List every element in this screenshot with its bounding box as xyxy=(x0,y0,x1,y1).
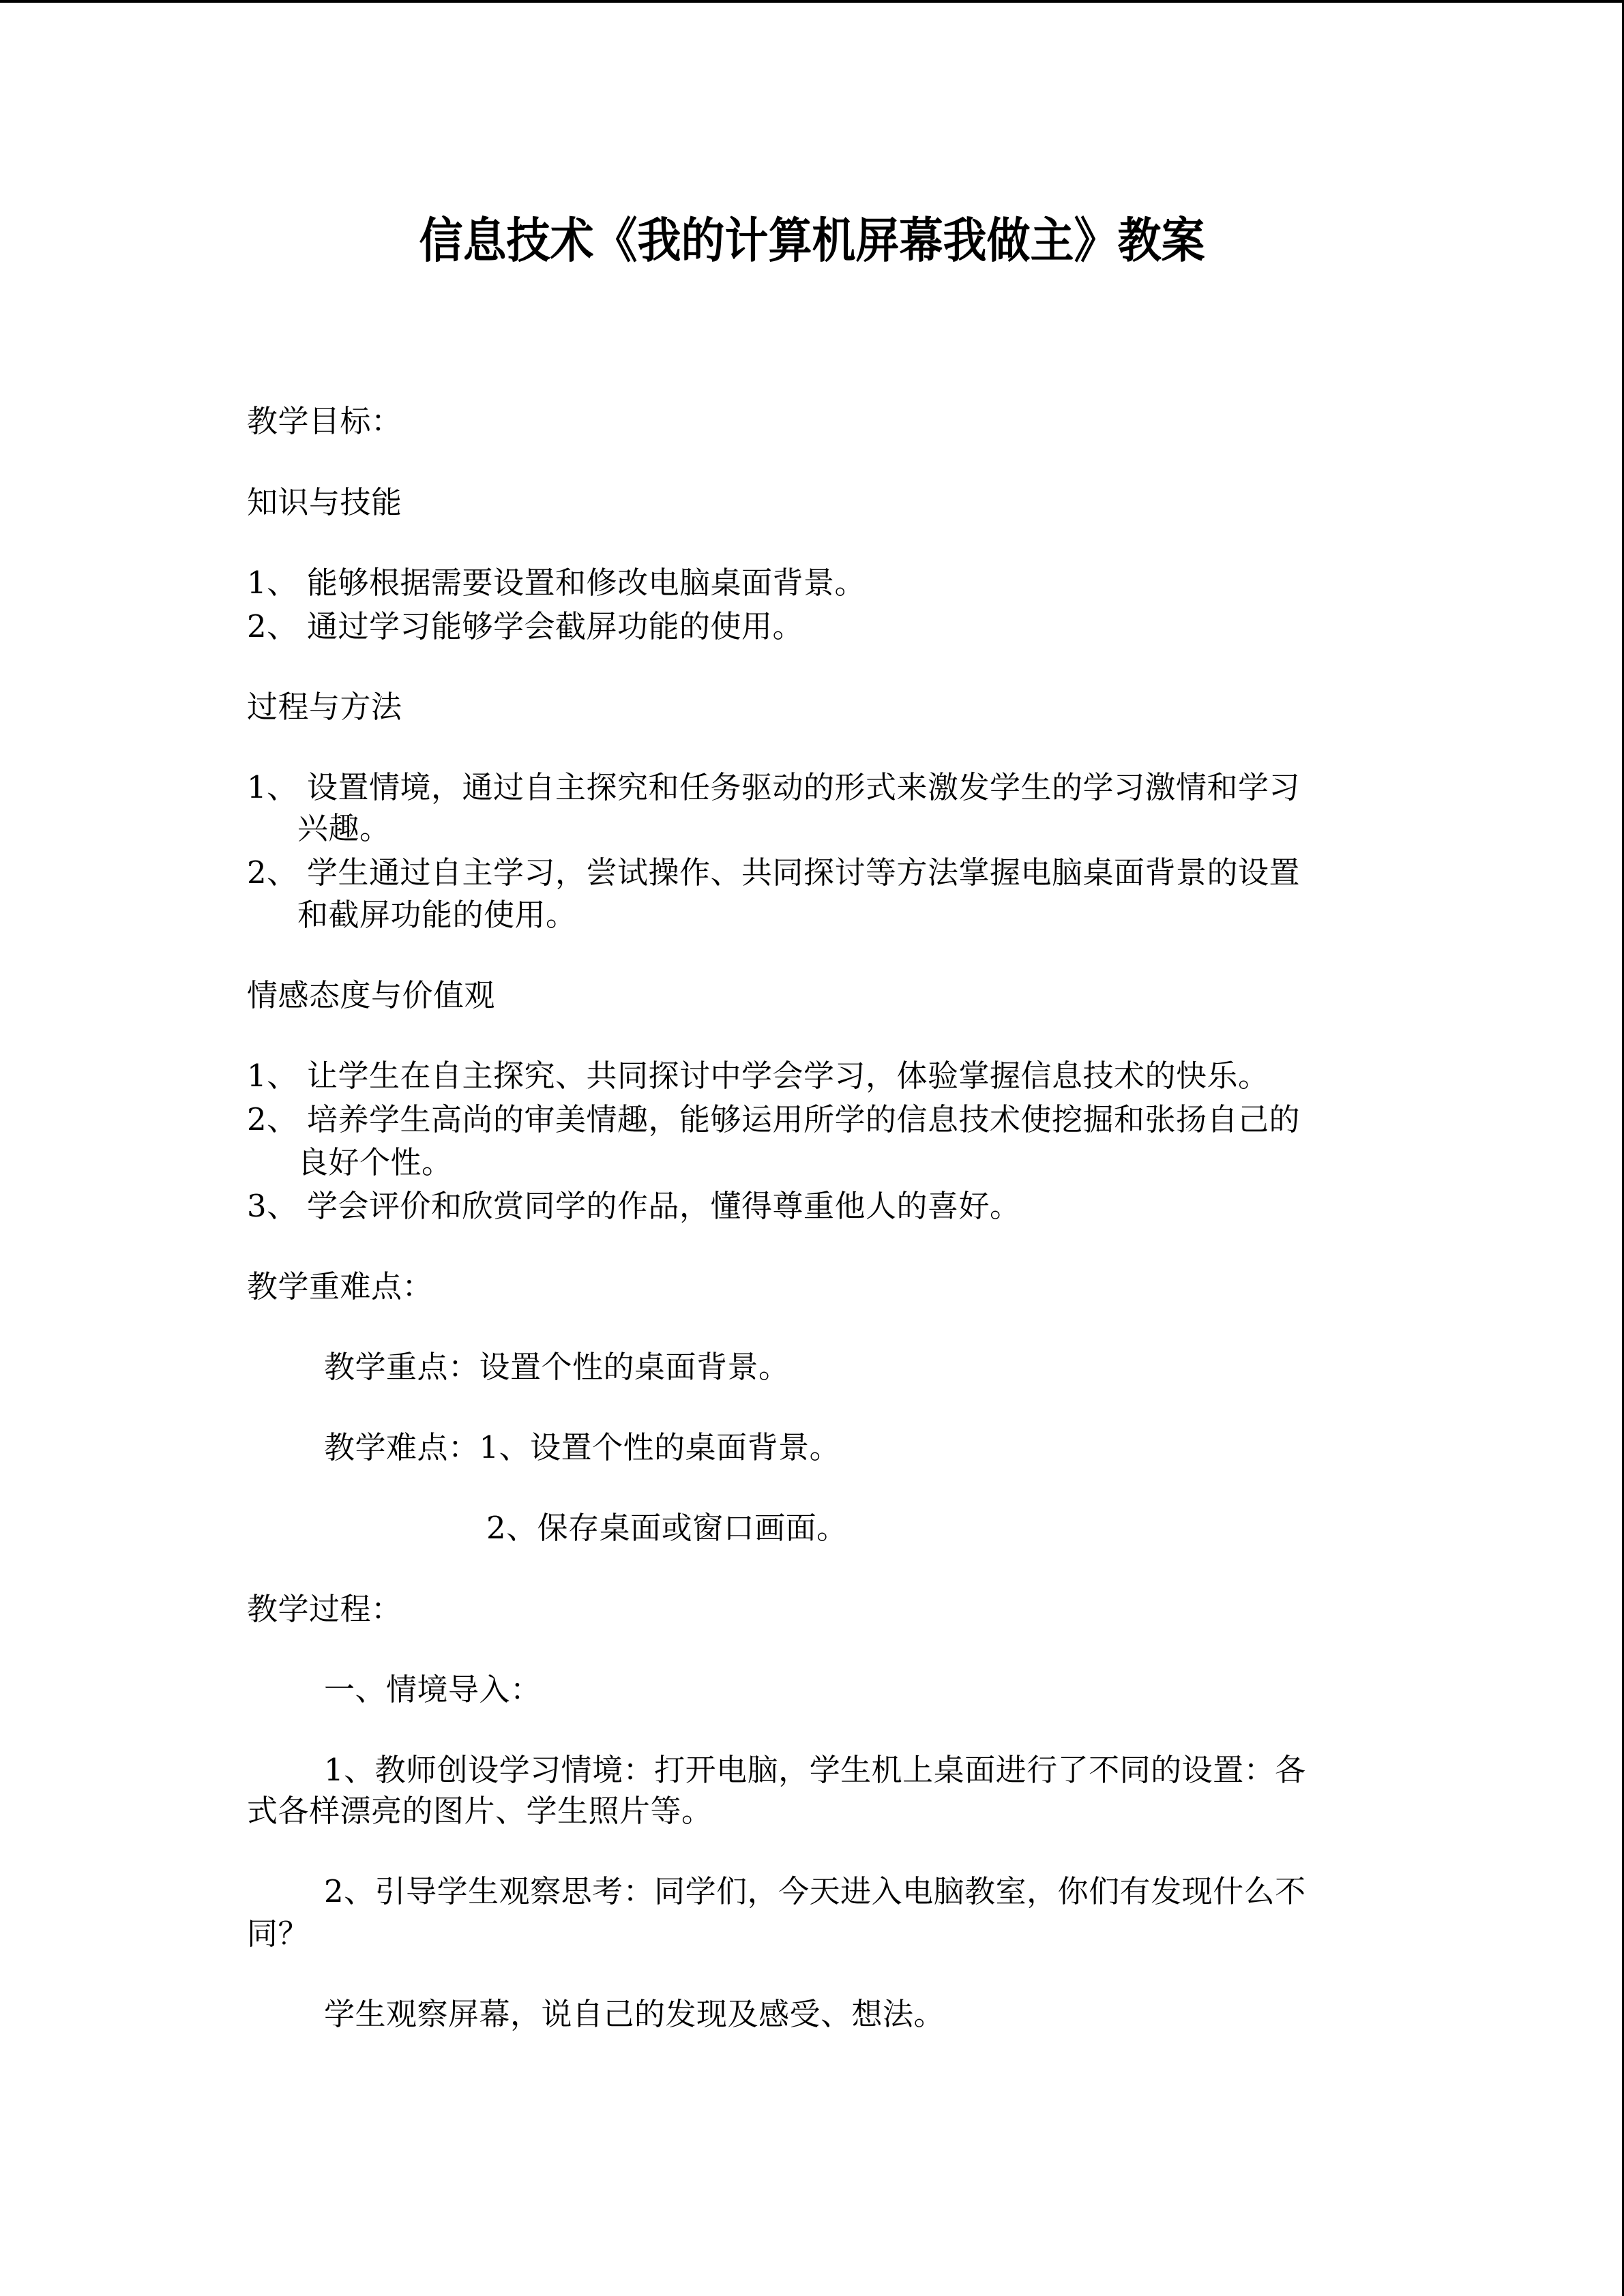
intro-step-2-continuation: 同？ xyxy=(247,1915,310,1952)
list-item-text: 学会评价和欣赏同学的作品，懂得尊重他人的喜好。 xyxy=(307,1188,1021,1224)
emotion-item-3 xyxy=(247,1187,1021,1225)
top-border-divider xyxy=(0,0,1624,3)
knowledge-item-1 xyxy=(247,564,866,602)
intro-step-2: 2、引导学生观察思考：同学们，今天进入电脑教室，你们有发现什么不 xyxy=(324,1873,1306,1909)
list-item-text: 通过学习能够学会截屏功能的使用。 xyxy=(307,608,804,644)
objectives-heading: 教学目标： xyxy=(247,403,402,439)
process-item-1 xyxy=(247,769,1300,807)
teaching-difficulty-2: 2、保存桌面或窗口画面。 xyxy=(486,1510,848,1546)
intro-step-1: 1、教师创设学习情境：打开电脑，学生机上桌面进行了不同的设置：各 xyxy=(324,1752,1306,1788)
key-points-heading: 教学重难点： xyxy=(247,1268,434,1304)
list-number: 2、 xyxy=(247,1101,298,1137)
list-number: 2、 xyxy=(247,608,298,644)
list-item-text: 学生通过自主学习，尝试操作、共同探讨等方法掌握电脑桌面背景的设置 xyxy=(307,854,1301,891)
knowledge-heading: 知识与技能 xyxy=(247,484,402,520)
list-item-text: 能够根据需要设置和修改电脑桌面背景。 xyxy=(307,565,866,601)
student-response: 学生观察屏幕，说自己的发现及感受、想法。 xyxy=(324,1996,945,2032)
list-item-text: 设置情境，通过自主探究和任务驱动的形式来激发学生的学习激情和学习 xyxy=(307,769,1301,805)
section-intro-heading: 一、情境导入： xyxy=(324,1671,542,1708)
list-number: 1、 xyxy=(247,769,298,805)
emotion-item-2-continuation: 良好个性。 xyxy=(297,1144,453,1180)
teaching-difficulty-1: 教学难点：1、设置个性的桌面背景。 xyxy=(324,1429,841,1465)
list-item-text: 让学生在自主探究、共同探讨中学会学习，体验掌握信息技术的快乐。 xyxy=(307,1058,1269,1094)
list-number: 3、 xyxy=(247,1188,298,1224)
emotion-heading: 情感态度与价值观 xyxy=(247,977,496,1013)
process-heading: 过程与方法 xyxy=(247,689,402,725)
list-number: 1、 xyxy=(247,565,298,601)
procedure-heading: 教学过程： xyxy=(247,1591,402,1627)
emotion-item-2 xyxy=(247,1101,1300,1139)
process-item-2-continuation: 和截屏功能的使用。 xyxy=(297,897,577,933)
process-item-2 xyxy=(247,854,1300,892)
list-number: 2、 xyxy=(247,854,298,891)
teaching-focus: 教学重点：设置个性的桌面背景。 xyxy=(324,1349,790,1385)
list-item-text: 培养学生高尚的审美情趣，能够运用所学的信息技术使挖掘和张扬自己的 xyxy=(307,1101,1301,1137)
process-item-1-continuation: 兴趣。 xyxy=(297,810,391,846)
document-title: 信息技术《我的计算机屏幕我做主》教案 xyxy=(419,213,1205,269)
emotion-item-1 xyxy=(247,1057,1269,1095)
knowledge-item-2 xyxy=(247,608,803,646)
intro-step-1-continuation: 式各样漂亮的图片、学生照片等。 xyxy=(247,1793,713,1829)
list-number: 1、 xyxy=(247,1058,298,1094)
